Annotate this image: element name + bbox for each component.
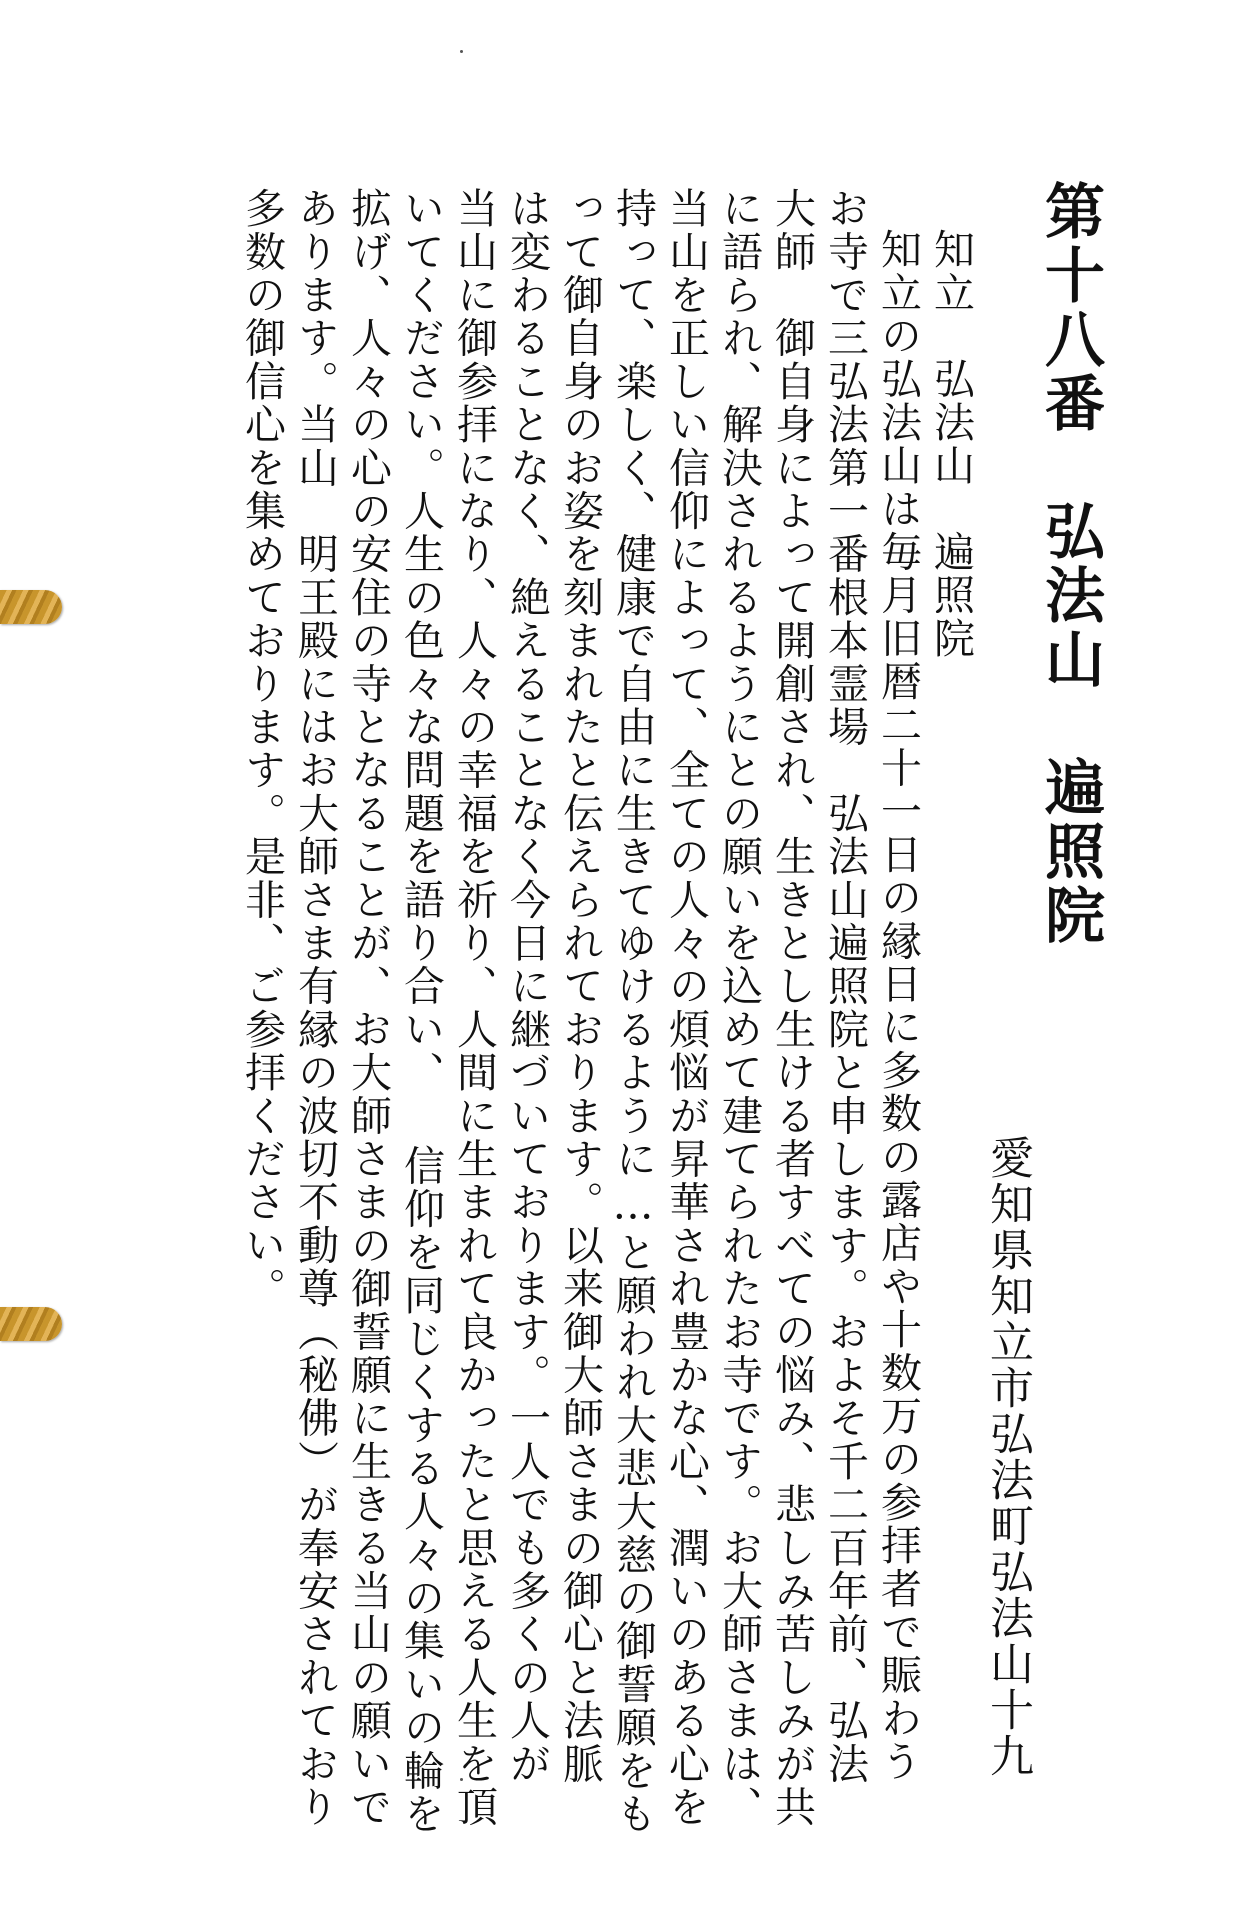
binding-cord xyxy=(0,590,62,624)
body-line: いてください。人生の色々な問題を語り合い、 信仰を同じくする人々の集いの輪を xyxy=(397,187,445,1836)
body-line: お寺で三弘法第一番根本霊場 弘法山遍照院と申します。およそ千二百年前、弘法 xyxy=(821,187,869,1786)
body-line: に語られ、解決されるようにとの願いを込めて建てられたお寺です。お大師さまは、 xyxy=(715,187,763,1829)
body-line: 当山に御参拝になり、人々の幸福を祈り、人間に生まれて良かったと思える人生を頂 xyxy=(450,187,498,1829)
body-line: 多数の御信心を集めております。是非、ご参拝ください。 xyxy=(238,187,286,1311)
body-line: 拡げ、人々の心の安住の寺となることが、お大師さまの御誓願に生きる当山の願いで xyxy=(344,187,392,1829)
body-line: 持って、楽しく、健康で自由に生きてゆけるように…と願われ大悲大慈の御誓願をも xyxy=(609,187,657,1836)
body-line: あります。当山 明王殿にはお大師さま有縁の波切不動尊（秘佛）が奉安されており xyxy=(291,187,339,1829)
body-line-subtitle: 知立 弘法山 遍照院 xyxy=(927,228,975,660)
body-line: って御自身のお姿を刻まれたと伝えられております。以来御大師さまの御心と法脈 xyxy=(556,187,604,1786)
body-line: 当山を正しい信仰によって、全ての人々の煩悩が昇華され豊かな心、潤いのある心を xyxy=(662,187,710,1829)
temple-address: 愛知県知立市弘法町弘法山十九 xyxy=(982,1135,1033,1779)
binding-cord xyxy=(0,1307,62,1341)
body-line: 知立の弘法山は毎月旧暦二十一日の縁日に多数の露店や十数万の参拝者で賑わう xyxy=(874,228,922,1784)
body-line: は変わることなく、絶えることなく今日に継づいております。一人でも多くの人が xyxy=(503,187,551,1786)
page-title: 第十八番 弘法山 遍照院 xyxy=(1035,180,1105,948)
paper-speck xyxy=(460,50,463,53)
body-line: 大師 御自身によって開創され、生きとし生ける者すべての悩み、悲しみ苦しみが共 xyxy=(768,187,816,1829)
